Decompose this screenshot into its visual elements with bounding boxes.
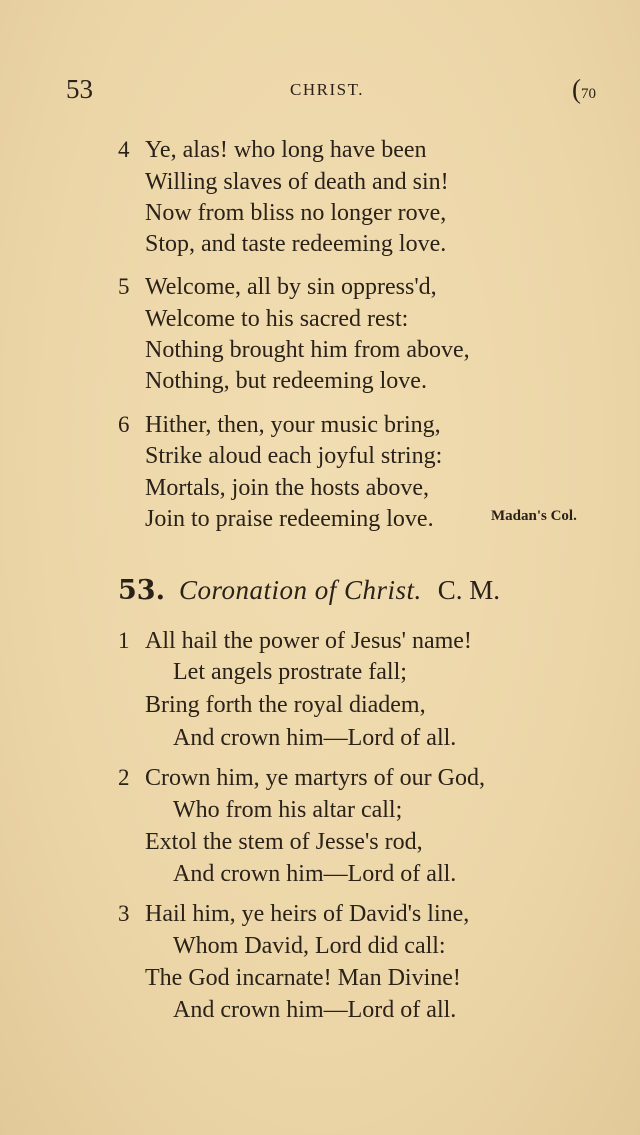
verse-line: Stop, and taste redeeming love. <box>145 231 447 257</box>
verse-line: And crown him—Lord of all. <box>173 725 457 751</box>
page-number: 53 <box>66 74 93 104</box>
verse-line: All hail the power of Jesus' name! <box>145 628 472 654</box>
verse-number: 6 <box>118 412 130 437</box>
verse-line: Ye, alas! who long have been <box>145 137 427 163</box>
verse-line: Welcome to his sacred rest: <box>145 306 409 332</box>
marginal-number-text: 70 <box>581 86 596 102</box>
hymn-meter: C. M. <box>437 575 501 605</box>
verse-line: Hither, then, your music bring, <box>145 412 441 438</box>
verse-number: 5 <box>118 274 130 299</box>
verse-line: Bring forth the royal diadem, <box>145 692 426 718</box>
verse-line: Willing slaves of death and sin! <box>145 169 449 195</box>
marginal-number <box>572 74 596 105</box>
verse-number: 2 <box>118 765 130 790</box>
hymn-number: 53. <box>118 575 165 606</box>
verse-line: Crown him, ye martyrs of our God, <box>145 765 485 791</box>
verse-line: Nothing brought him from above, <box>145 337 470 363</box>
marginal-mark: ( <box>572 74 581 104</box>
verse-line: Extol the stem of Jesse's rod, <box>145 829 423 855</box>
verse-line: And crown him—Lord of all. <box>173 861 457 887</box>
verse-line: And crown him—Lord of all. <box>173 997 457 1023</box>
hymn-heading <box>118 575 500 606</box>
verse-number: 4 <box>118 137 130 162</box>
verse-number: 3 <box>118 901 130 926</box>
verse-line: Join to praise redeeming love. <box>145 506 434 532</box>
verse-line: Who from his altar call; <box>173 797 403 823</box>
hymn-credit: Madan's Col. <box>491 508 577 524</box>
verse-number: 1 <box>118 628 130 653</box>
verse-line: The God incarnate! Man Divine! <box>145 965 461 991</box>
verse-line: Strike aloud each joyful string: <box>145 443 443 469</box>
verse-line: Let angels prostrate fall; <box>173 659 407 685</box>
running-title: CHRIST. <box>290 80 364 99</box>
verse-line: Now from bliss no longer rove, <box>145 200 447 226</box>
verse-line: Whom David, Lord did call: <box>173 933 446 959</box>
hymn-title: Coronation of Christ. <box>178 575 422 605</box>
verse-line: Welcome, all by sin oppress'd, <box>145 274 437 300</box>
verse-line: Mortals, join the hosts above, <box>145 475 429 501</box>
verse-line: Nothing, but redeeming love. <box>145 368 427 394</box>
verse-line: Hail him, ye heirs of David's line, <box>145 901 470 927</box>
